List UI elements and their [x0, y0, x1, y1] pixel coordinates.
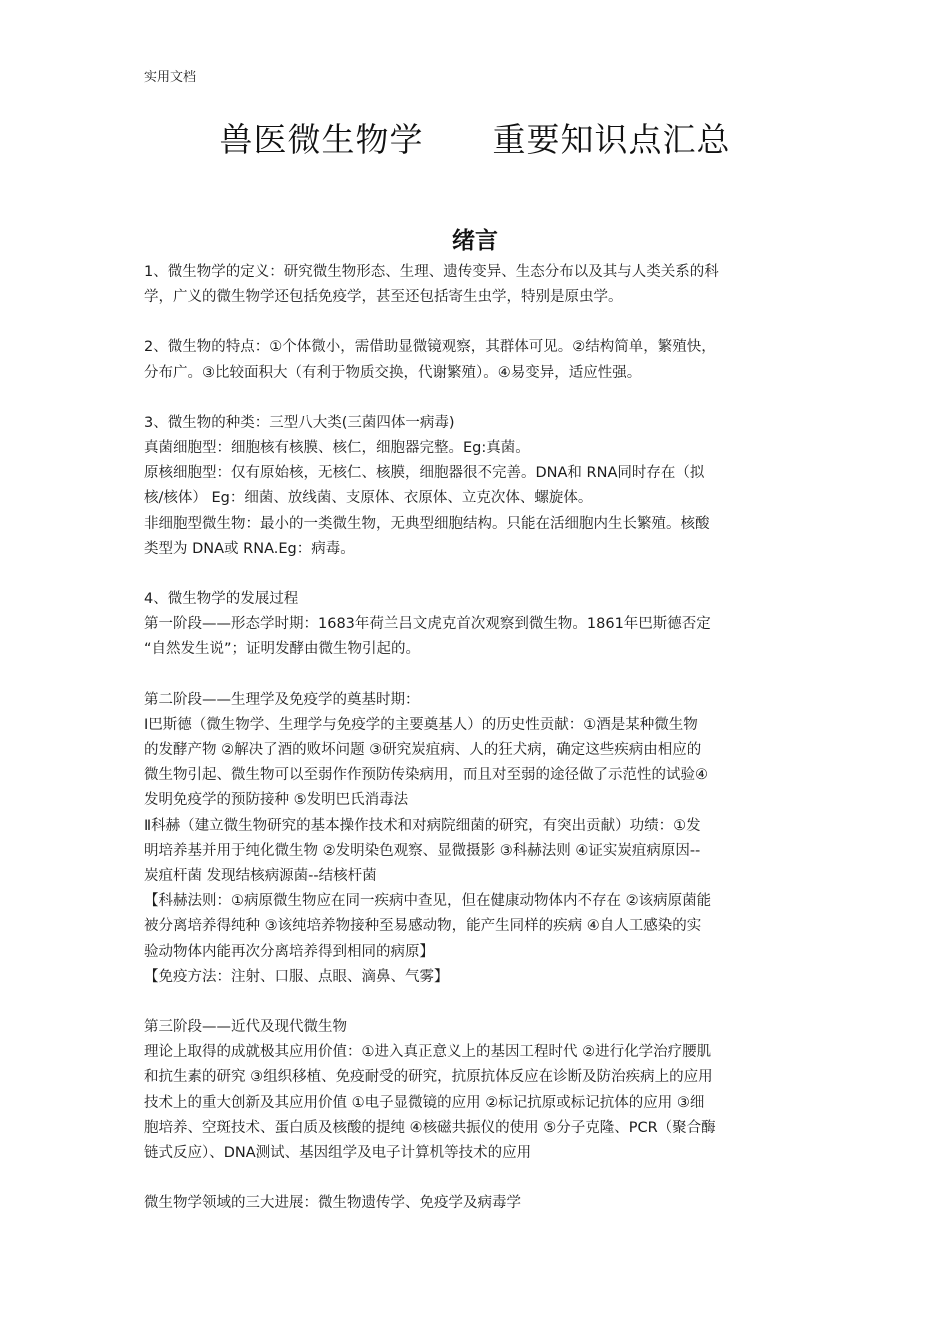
paragraph-gap — [144, 1166, 812, 1191]
paragraph — [144, 1191, 812, 1216]
paragraph — [144, 1015, 812, 1166]
text-line: 2、微生物的特点：①个体微小，需借助显微镜观察，其群体可见。②结构简单，繁殖快， — [144, 339, 716, 356]
paragraph — [144, 587, 812, 663]
text-line: 被分离培养得纯种 ③该纯培养物接种至易感动物，能产生同样的疾病 ④自人工感染的实 — [144, 918, 702, 935]
paragraph-gap — [144, 990, 812, 1015]
text-line: 胞培养、空斑技术、蛋白质及核酸的提纯 ④核磁共振仪的使用 ⑤分子克隆、PCR（聚合酶 — [144, 1119, 716, 1136]
text-line: 明培养基并用于纯化微生物 ②发明染色观察、显微摄影 ③科赫法则 ④证实炭疽病原因-- — [144, 842, 701, 859]
text-line: 【免疫方法：注射、口服、点眼、滴鼻、气雾】 — [144, 968, 449, 985]
paragraph — [144, 335, 812, 385]
paragraph-gap — [144, 310, 812, 335]
text-line: 1、微生物学的定义：研究微生物形态、生理、遗传变异、生态分布以及其与人类关系的科 — [144, 264, 719, 280]
text-line: 第二阶段——生理学及免疫学的奠基时期： — [144, 691, 420, 708]
text-line: 【科赫法则：①病原微生物应在同一疾病中查见，但在健康动物体内不存在 ②该病原菌能 — [144, 893, 712, 910]
text-line: Ⅰ巴斯德（微生物学、生理学与免疫学的主要奠基人）的历史性贡献：①酒是某种微生物 — [144, 716, 698, 733]
text-line: 非细胞型微生物：最小的一类微生物，无典型细胞结构。只能在活细胞内生长繁殖。核酸 — [144, 515, 710, 532]
text-line: 原核细胞型：仅有原始核，无核仁、核膜，细胞器很不完善。DNA和 RNA同时存在（拟 — [144, 465, 705, 482]
text-line: 炭疽杆菌 发现结核病源菌--结核杆菌 — [144, 868, 377, 885]
text-line: Ⅱ科赫（建立微生物研究的基本操作技术和对病院细菌的研究，有突出贡献）功绩：①发 — [144, 817, 701, 834]
text-line: 微生物引起、微生物可以至弱作作预防传染病用，而且对至弱的途径做了示范性的试验④ — [144, 767, 708, 784]
paragraph-gap — [144, 562, 812, 587]
document-body — [144, 260, 812, 1217]
text-line: 技术上的重大创新及其应用价值 ①电子显微镜的应用 ②标记抗原或标记抗体的应用 ③细 — [144, 1094, 705, 1111]
paragraph — [144, 260, 812, 310]
text-line: 微生物学领域的三大进展：微生物遗传学、免疫学及病毒学 — [144, 1195, 521, 1212]
text-line: 真菌细胞型：细胞核有核膜、核仁，细胞器完整。Eg:真菌。 — [144, 440, 530, 457]
paragraph — [144, 688, 812, 990]
header-tag: 实用文档 — [144, 70, 197, 85]
text-line: 和抗生素的研究 ③组织移植、免疫耐受的研究，抗原抗体反应在诊断及防治疾病上的应用 — [144, 1069, 713, 1086]
text-line: 第三阶段——近代及现代微生物 — [144, 1019, 347, 1036]
paragraph-gap — [144, 386, 812, 411]
text-line: 学，广义的微生物学还包括免疫学，甚至还包括寄生虫学，特别是原虫学。 — [144, 289, 623, 306]
text-line: 的发酵产物 ②解决了酒的败坏问题 ③研究炭疽病、人的狂犬病，确定这些疾病由相应的 — [144, 742, 702, 759]
section-title: 绪言 — [452, 228, 498, 254]
text-line: “自然发生说”；证明发酵由微生物引起的。 — [144, 641, 421, 658]
text-line: 分布广。③比较面积大（有利于物质交换，代谢繁殖）。④易变异，适应性强。 — [144, 364, 642, 381]
paragraph-gap — [144, 663, 812, 688]
text-line: 3、微生物的种类：三型八大类(三菌四体一病毒) — [144, 414, 455, 431]
text-line: 4、微生物学的发展过程 — [144, 591, 299, 608]
text-line: 发明免疫学的预防接种 ⑤发明巴氏消毒法 — [144, 792, 409, 809]
text-line: 核/核体） Eg：细菌、放线菌、支原体、衣原体、立克次体、螺旋体。 — [144, 490, 593, 507]
text-line: 第一阶段——形态学时期：1683年荷兰吕文虎克首次观察到微生物。1861年巴斯德否定 — [144, 616, 711, 633]
paragraph — [144, 411, 812, 562]
text-line: 验动物体内能再次分离培养得到相同的病原】 — [144, 943, 434, 960]
text-line: 类型为 DNA或 RNA.Eg：病毒。 — [144, 540, 355, 557]
text-line: 链式反应）、DNA测试、基因组学及电子计算机等技术的应用 — [144, 1145, 532, 1162]
text-line: 理论上取得的成就极其应用价值：①进入真正意义上的基因工程时代 ②进行化学治疗腰肌 — [144, 1044, 712, 1061]
document-title: 兽医微生物学 重要知识点汇总 — [219, 120, 731, 159]
